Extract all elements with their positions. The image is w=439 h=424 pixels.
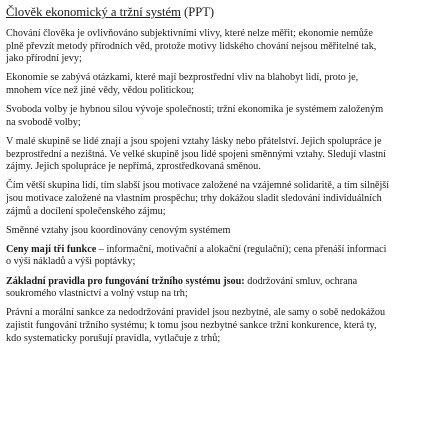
document-title-main: Člověk ekonomický a tržní systém	[6, 5, 181, 19]
paragraph-line: plně převzít metody přírodních věd, protože motivy lidského chování nejsou měřitelné tak,	[6, 40, 377, 52]
document-title	[6, 5, 433, 19]
paragraph-line: Ekonomie se zabývá otázkami, které mají bezprostřední vliv na blahobyt lidí, proto je,	[6, 72, 359, 84]
bold-lead: Základní pravidla pro fungování tržního systému jsou:	[6, 275, 245, 287]
paragraph-line: Čím větší skupina lidí, tím slabší jsou motivace založené na vzájemné solidaritě, a tím silnější	[6, 180, 390, 192]
paragraph-small-large-groups	[6, 136, 433, 174]
paragraph-line: Právní a morální sankce za nedodržování pravidel jsou nezbytné, ale samy o sobě nedokážou	[6, 307, 386, 319]
paragraph-line: soukromého vlastnictví a volný vstup na trh;	[6, 288, 188, 300]
paragraph-line: na svobodě volby;	[6, 116, 81, 128]
paragraph-basic-rules	[6, 276, 433, 301]
paragraph-line: kdo systematicky porušují pravidla, vytlačuje z trhů;	[6, 332, 221, 344]
paragraph-line: jsou motivace založené na vlastním prospěchu; trhy dokážou sladit sledování individuálních	[6, 192, 382, 204]
paragraph-sanctions	[6, 307, 433, 345]
paragraph-line: Směnné vztahy jsou koordinovány cenovým systémem	[6, 224, 231, 236]
bold-lead: Ceny mají tři funkce	[6, 243, 97, 255]
paragraph-freedom-of-choice	[6, 104, 433, 129]
document-title-suffix: (PPT)	[180, 5, 215, 19]
paragraph-text: dodržování smluv, ochrana	[244, 275, 358, 287]
paragraph-line: jako přírodní jevy;	[6, 53, 82, 65]
paragraph-price-coordination	[6, 225, 433, 238]
paragraph-human-behavior	[6, 28, 433, 66]
paragraph-line	[6, 244, 433, 257]
paragraph-group-motivation	[6, 180, 433, 218]
paragraph-economics-politics	[6, 72, 433, 97]
paragraph-line	[6, 276, 433, 289]
paragraph-line: Svoboda volby je hybnou silou vývoje společnosti; tržní ekonomika je systémem založeným	[6, 104, 384, 116]
paragraph-line: o výši nákladů a výši poptávky;	[6, 256, 136, 268]
paragraph-price-functions	[6, 244, 433, 269]
paragraph-line: zajistit fungování tržního systému; k tomu jsou nezbytné sankce tržní konkurence, která ty,	[6, 320, 377, 332]
paragraph-line: zájmů a docílení společenského zájmu;	[6, 205, 166, 217]
paragraph-line: zájmy. Jejich spolupráce je nepřímá, zprostředkovaná směnou.	[6, 161, 261, 173]
paragraph-text: – informační, motivační a alokační (regulační); cena přenáší informaci	[96, 243, 387, 255]
paragraph-line: Chování člověka je ovlivňováno subjektivními vlivy, které nelze měřit; ekonomie nemůže	[6, 28, 373, 39]
paragraph-line: mnohem více než jiné vědy, vědou politickou;	[6, 84, 195, 96]
paragraph-line: bezprostřední a nezištná. Ve velké skupině jsou lidé spojeni směnnými vztahy. Sledují vlastní	[6, 148, 386, 160]
paragraph-line: V malé skupině se lidé znají a jsou spojeni vztahy lásky nebo přátelství. Jejich spolupráce je	[6, 135, 382, 147]
